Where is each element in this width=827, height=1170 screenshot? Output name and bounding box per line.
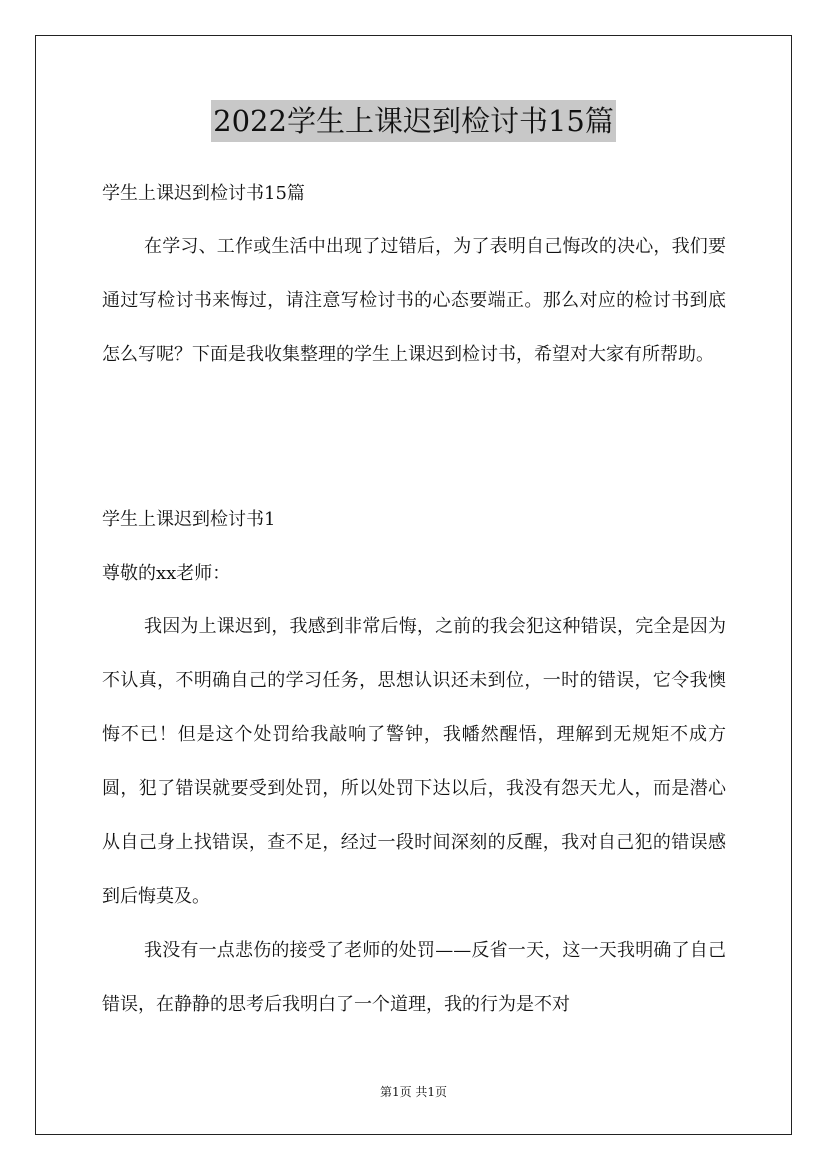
- page-footer: 第1页 共1页: [379, 1085, 448, 1099]
- section-heading: 学生上课迟到检讨书1: [102, 509, 276, 530]
- salutation: 尊敬的xx老师：: [102, 563, 231, 584]
- body-paragraph-1: 我因为上课迟到，我感到非常后悔，之前的我会犯这种错误，完全是因为不认真，不明确自己的学习任务，思想认识还未到位，一时的错误，它令我懊悔不已！但是这个处罚给我敲响了警钟，我幡然醒悟，理解到无规矩不成方圆，犯了错误就要受到处罚，所以处罚下达以后，我没有怨天尤人，而是潜心从自己身上找错误，查不足，经过一段时间深刻的反醒，我对自己犯的错误感到后悔莫及。: [102, 616, 726, 907]
- body-paragraph-2: 我没有一点悲伤的接受了老师的处罚——反省一天，这一天我明确了自己错误，在静静的思考后我明白了一个道理，我的行为是不对: [102, 940, 726, 1015]
- intro-paragraph: 在学习、工作或生活中出现了过错后，为了表明自己悔改的决心，我们要通过写检讨书来悔过，请注意写检讨书的心态要端正。那么对应的检讨书到底怎么写呢？下面是我收集整理的学生上课迟到检讨书，希望对大家有所帮助。: [102, 236, 726, 365]
- title-container: [0, 100, 827, 142]
- document-subtitle: 学生上课迟到检讨书15篇: [102, 183, 305, 204]
- document-title: 2022学生上课迟到检讨书15篇: [211, 100, 616, 142]
